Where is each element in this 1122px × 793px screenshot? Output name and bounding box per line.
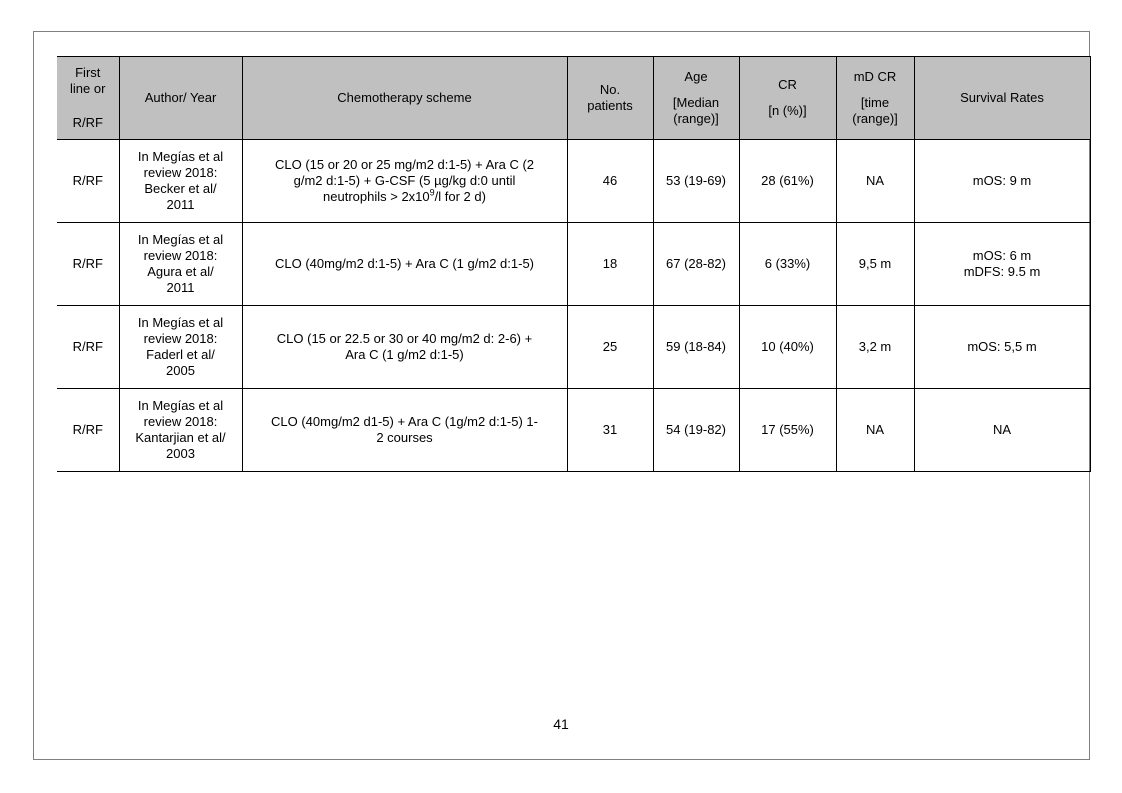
cell-age: 54 (19-82) xyxy=(653,389,739,472)
header-cr: CR [n (%)] xyxy=(739,57,836,140)
results-table xyxy=(57,56,1091,472)
cell-survival: mOS: 9 m xyxy=(914,140,1090,223)
cell-scheme: CLO (40mg/m2 d1-5) + Ara C (1g/m2 d:1-5) 1- 2 courses xyxy=(242,389,567,472)
table-row xyxy=(57,389,1090,472)
cell-mdcr: NA xyxy=(836,389,914,472)
cell-patients: 46 xyxy=(567,140,653,223)
cell-line: R/RF xyxy=(57,223,119,306)
header-row xyxy=(57,57,1090,140)
header-author: Author/ Year xyxy=(119,57,242,140)
cell-patients: 25 xyxy=(567,306,653,389)
cell-age: 59 (18-84) xyxy=(653,306,739,389)
cell-patients: 18 xyxy=(567,223,653,306)
cell-cr: 17 (55%) xyxy=(739,389,836,472)
cell-author: In Megías et al review 2018: Faderl et al/ 2005 xyxy=(119,306,242,389)
cell-line: R/RF xyxy=(57,140,119,223)
cell-mdcr: 3,2 m xyxy=(836,306,914,389)
page-number: 41 xyxy=(553,716,569,732)
table-row xyxy=(57,140,1090,223)
cell-line: R/RF xyxy=(57,306,119,389)
cell-author: In Megías et al review 2018: Kantarjian et al/ 2003 xyxy=(119,389,242,472)
cell-age: 53 (19-69) xyxy=(653,140,739,223)
cell-cr: 28 (61%) xyxy=(739,140,836,223)
cell-author: In Megías et al review 2018: Becker et al/ 2011 xyxy=(119,140,242,223)
cell-author: In Megías et al review 2018: Agura et al/ 2011 xyxy=(119,223,242,306)
cell-survival: mOS: 6 m mDFS: 9.5 m xyxy=(914,223,1090,306)
cell-scheme: CLO (15 or 22.5 or 30 or 40 mg/m2 d: 2-6) + Ara C (1 g/m2 d:1-5) xyxy=(242,306,567,389)
header-patients: No. patients xyxy=(567,57,653,140)
cell-cr: 10 (40%) xyxy=(739,306,836,389)
cell-age: 67 (28-82) xyxy=(653,223,739,306)
cell-scheme: CLO (40mg/m2 d:1-5) + Ara C (1 g/m2 d:1-5) xyxy=(242,223,567,306)
table-row xyxy=(57,223,1090,306)
table-row xyxy=(57,306,1090,389)
cell-cr: 6 (33%) xyxy=(739,223,836,306)
cell-survival: mOS: 5,5 m xyxy=(914,306,1090,389)
header-survival: Survival Rates xyxy=(914,57,1090,140)
header-age: Age [Median (range)] xyxy=(653,57,739,140)
header-mdcr: mD CR [time (range)] xyxy=(836,57,914,140)
cell-mdcr: 9,5 m xyxy=(836,223,914,306)
header-scheme: Chemotherapy scheme xyxy=(242,57,567,140)
cell-survival: NA xyxy=(914,389,1090,472)
cell-patients: 31 xyxy=(567,389,653,472)
cell-line: R/RF xyxy=(57,389,119,472)
cell-mdcr: NA xyxy=(836,140,914,223)
header-line: First line or R/RF xyxy=(57,57,119,140)
cell-scheme: CLO (15 or 20 or 25 mg/m2 d:1-5) + Ara C (2 g/m2 d:1-5) + G-CSF (5 µg/kg d:0 until neutrophils > $2x10^9/l$ for 2 d) xyxy=(242,140,567,223)
